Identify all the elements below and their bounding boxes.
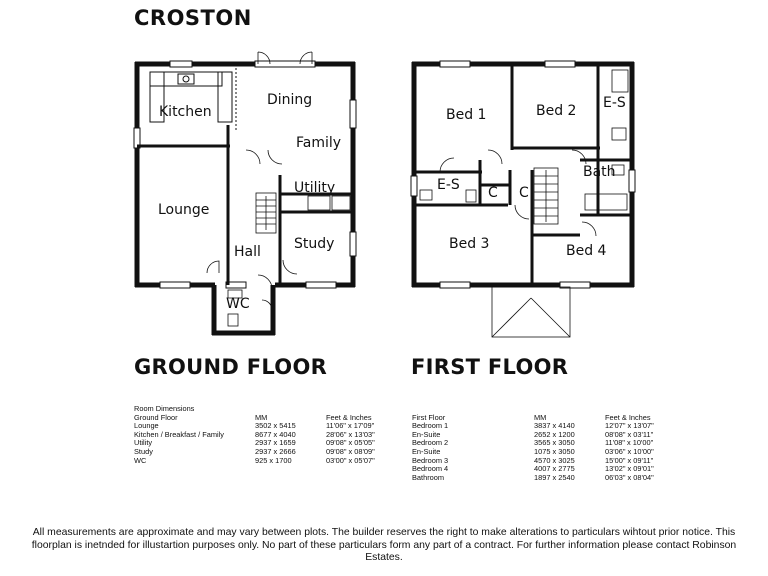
room-ft: 03'00" x 05'07" — [326, 455, 375, 465]
room-ft: 08'08" x 03'11" — [605, 429, 654, 439]
room-name: Bedroom 2 — [412, 438, 449, 448]
disclaimer-text: All measurements are approximate and may vary between plots. The builder reserves the right to make alterations to particulars wihtout prior notice. This floorplan is inetnded for illustartion purposes only. No part of these particulars form any part of a contract. For further information please contact Robinson Estates. — [31, 527, 737, 564]
room-mm: 2937 x 2666 — [255, 446, 296, 456]
room-name: Bedroom 3 — [412, 455, 449, 465]
room-label-dining: Dining — [267, 92, 313, 108]
room-label-bed-2: Bed 2 — [536, 103, 577, 119]
room-mm: 8677 x 4040 — [255, 429, 296, 439]
table-row — [134, 447, 394, 456]
room-label-wc: WC — [226, 296, 250, 312]
table-row — [412, 430, 672, 439]
room-label-family: Family — [296, 135, 342, 151]
room-mm: 2937 x 1659 — [255, 438, 296, 448]
room-name: Bathroom — [412, 472, 445, 482]
table-row — [134, 430, 394, 439]
col-mm: MM — [534, 412, 547, 422]
room-mm: 1075 x 3050 — [534, 446, 575, 456]
table-row — [412, 464, 672, 473]
room-label-en-suite-1: E-S — [437, 177, 460, 193]
room-mm: 2652 x 1200 — [534, 429, 575, 439]
table-row — [412, 421, 672, 430]
room-mm: 4570 x 3025 — [534, 455, 575, 465]
room-ft: 09'08" x 08'09" — [326, 446, 375, 456]
room-name: En-Suite — [412, 429, 441, 439]
room-ft: 28'06" x 13'03" — [326, 429, 375, 439]
table-row — [134, 421, 394, 430]
room-ft: 11'08" x 10'00" — [605, 438, 654, 448]
room-label-cupboard-2: C — [519, 185, 529, 201]
room-label-bed-3: Bed 3 — [449, 236, 490, 252]
room-name: Kitchen / Breakfast / Family — [134, 429, 224, 439]
room-mm: 3565 x 3050 — [534, 438, 575, 448]
table-title: Ground Floor — [134, 412, 178, 422]
ground-floor-title: GROUND FLOOR — [134, 355, 328, 379]
room-mm: 3502 x 5415 — [255, 421, 296, 431]
room-ft: 15'00" x 09'11" — [605, 455, 654, 465]
room-name: Bedroom 4 — [412, 464, 449, 474]
table-row — [412, 438, 672, 447]
col-ft: Feet & Inches — [326, 412, 372, 422]
ground-floor-dimensions — [134, 404, 394, 464]
room-ft: 09'08" x 05'05" — [326, 438, 375, 448]
table-row — [134, 438, 394, 447]
col-ft: Feet & Inches — [605, 412, 651, 422]
room-label-bed-4: Bed 4 — [566, 243, 607, 259]
table-title: First Floor — [412, 412, 446, 422]
first-floor-title: FIRST FLOOR — [411, 355, 569, 379]
room-name: Lounge — [134, 421, 159, 431]
room-mm: 4007 x 2775 — [534, 464, 575, 474]
table-row — [134, 456, 394, 465]
room-label-hall: Hall — [234, 244, 261, 260]
room-ft: 11'06" x 17'09" — [326, 421, 375, 431]
room-ft: 06'03" x 08'04" — [605, 472, 654, 482]
room-label-study: Study — [294, 236, 335, 252]
room-label-en-suite-2: E-S — [603, 95, 626, 111]
room-name: WC — [134, 455, 147, 465]
room-name: Bedroom 1 — [412, 421, 449, 431]
house-title: CROSTON — [134, 6, 252, 30]
room-ft: 13'02" x 09'01" — [605, 464, 654, 474]
room-label-lounge: Lounge — [158, 202, 210, 218]
room-label-utility: Utility — [294, 180, 336, 196]
room-label-cupboard-1: C — [488, 185, 498, 201]
room-mm: 3837 x 4140 — [534, 421, 575, 431]
dimensions-heading: Room Dimensions — [134, 404, 195, 413]
room-ft: 03'06" x 10'00" — [605, 446, 654, 456]
room-label-bed-1: Bed 1 — [446, 107, 487, 123]
room-name: En-Suite — [412, 446, 441, 456]
room-name: Utility — [134, 438, 153, 448]
table-row — [412, 447, 672, 456]
room-mm: 925 x 1700 — [255, 455, 292, 465]
room-label-kitchen: Kitchen — [159, 104, 212, 120]
room-label-bath: Bath — [583, 164, 616, 180]
table-row — [412, 456, 672, 465]
col-mm: MM — [255, 412, 268, 422]
table-row — [412, 473, 672, 482]
room-mm: 1897 x 2540 — [534, 472, 575, 482]
room-name: Study — [134, 446, 153, 456]
first-floor-dimensions — [412, 413, 672, 482]
room-ft: 12'07" x 13'07" — [605, 421, 654, 431]
